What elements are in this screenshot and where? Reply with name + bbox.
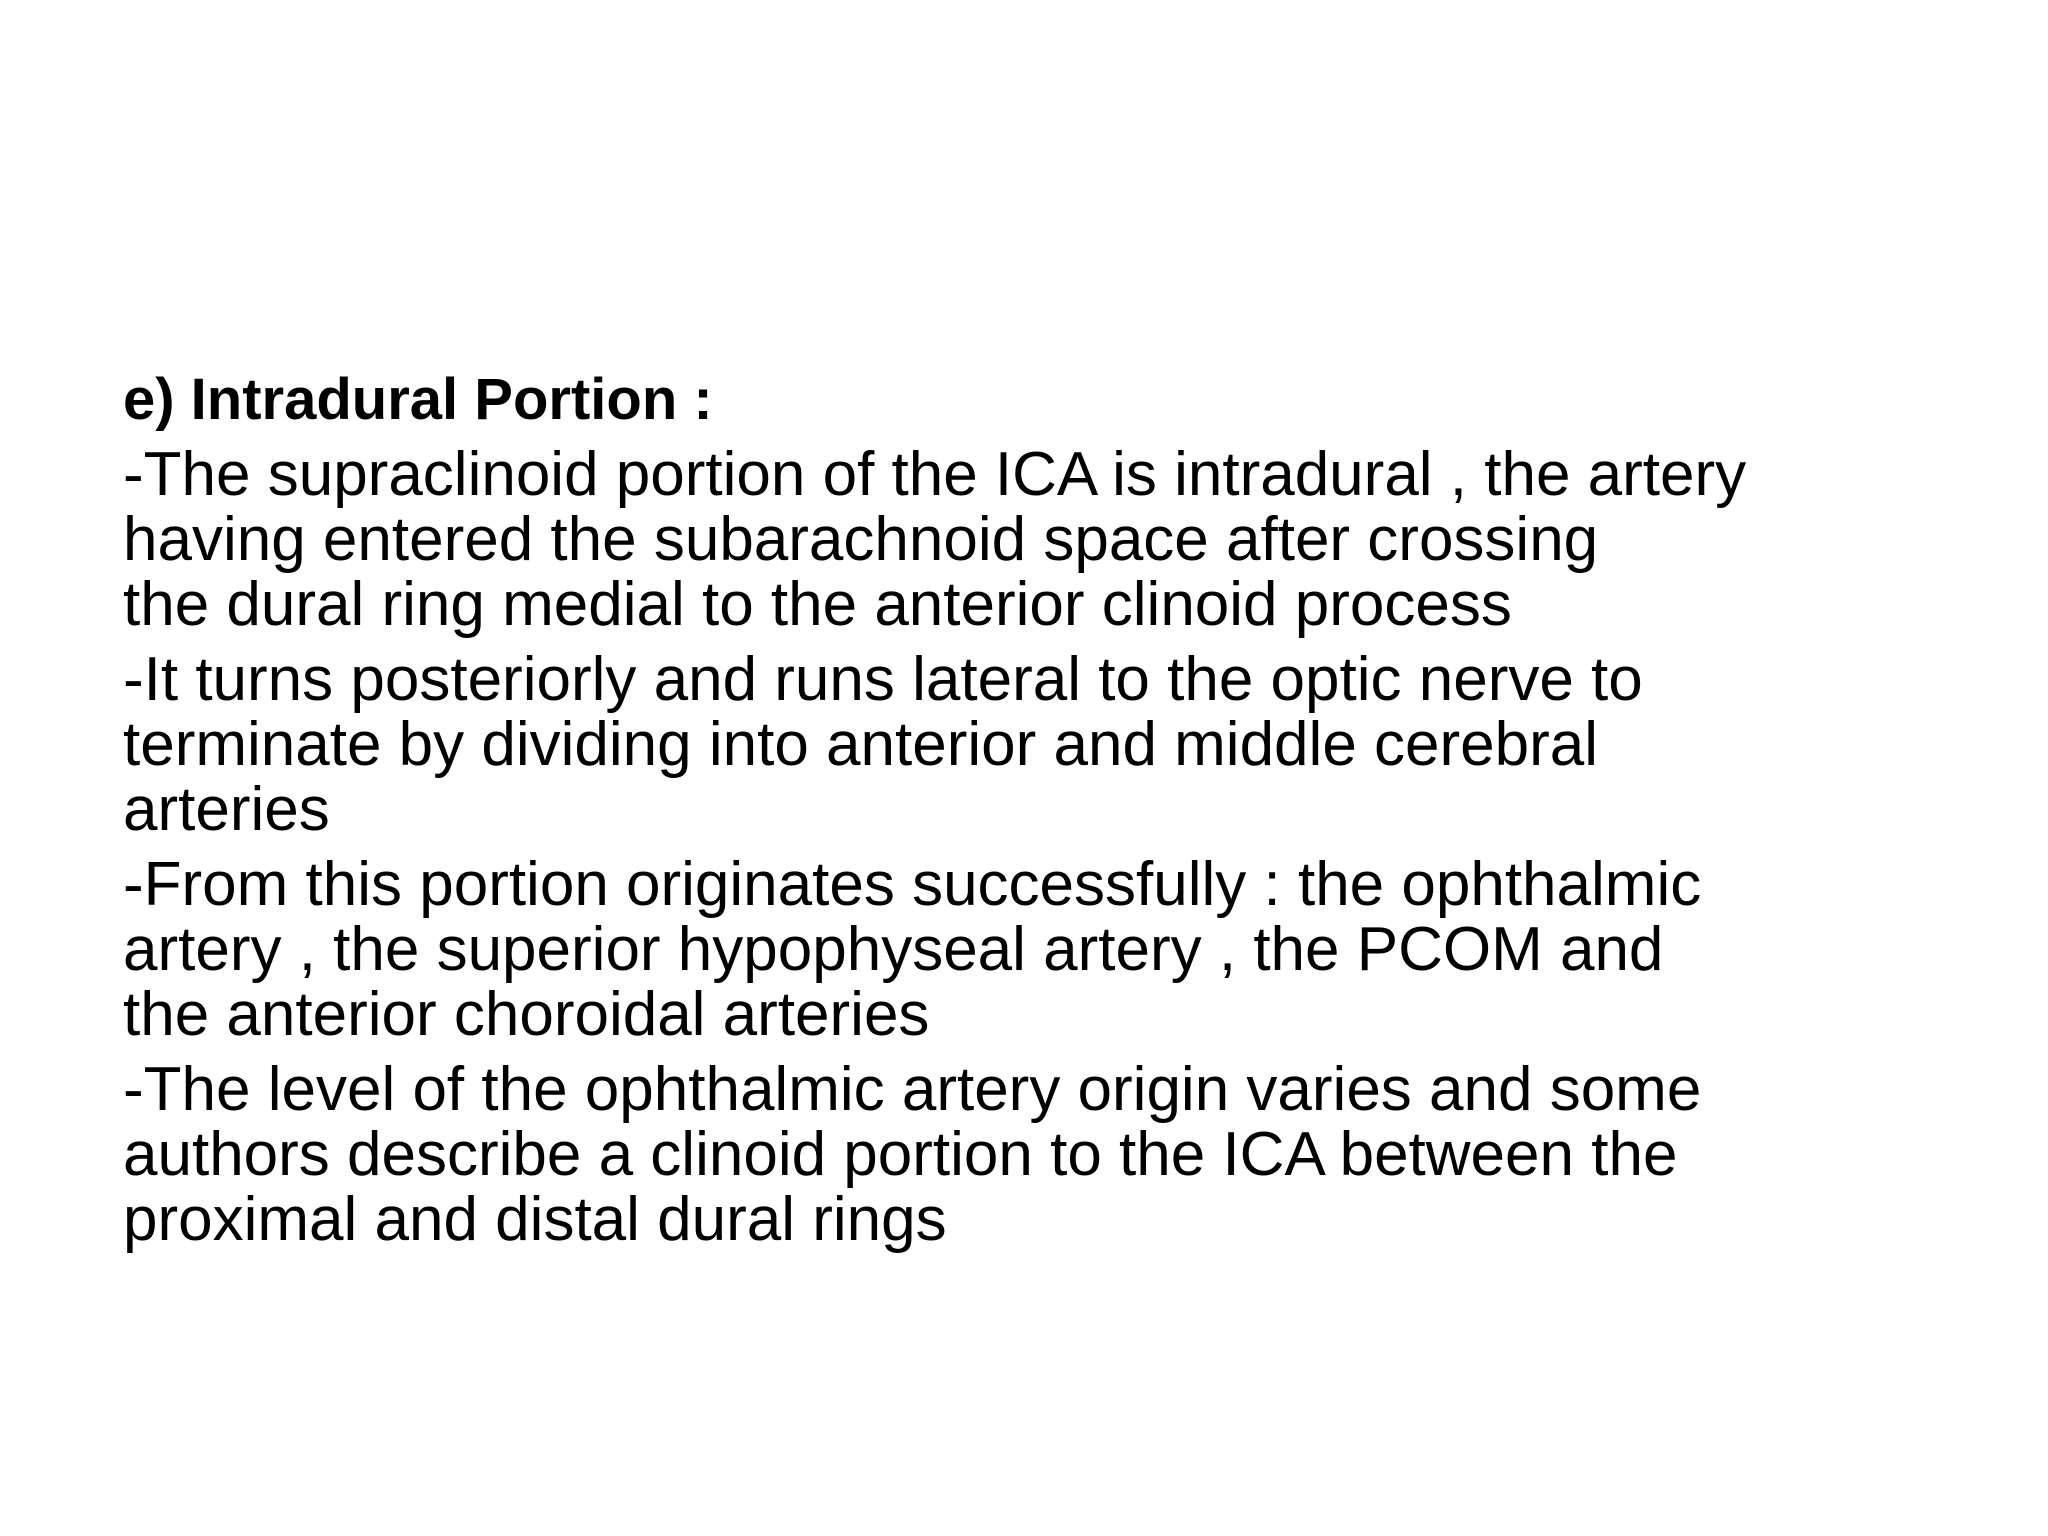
- bullet-item: [123, 647, 2003, 842]
- bullet-line: -From this portion originates successfully : the ophthalmic: [123, 850, 1702, 919]
- bullet-item: [123, 442, 2003, 637]
- bullet-line: -The supraclinoid portion of the ICA is intradural , the artery: [123, 440, 1747, 509]
- bullet-line: proximal and distal dural rings: [123, 1185, 947, 1254]
- bullet-line: -The level of the ophthalmic artery origin varies and some: [123, 1055, 1702, 1124]
- bullet-line: the anterior choroidal arteries: [123, 980, 930, 1049]
- bullet-line: arteries: [123, 775, 330, 844]
- bullet-line: terminate by dividing into anterior and middle cerebral: [123, 710, 1599, 779]
- slide-heading: e) Intradural Portion :: [123, 367, 713, 432]
- bullet-item: [123, 852, 2003, 1047]
- bullet-item: [123, 1057, 2003, 1252]
- bullet-line: -It turns posteriorly and runs lateral to the optic nerve to: [123, 645, 1643, 714]
- bullet-line: having entered the subarachnoid space after crossing: [123, 505, 1599, 574]
- bullet-line: artery , the superior hypophyseal artery , the PCOM and: [123, 915, 1664, 984]
- bullet-list: [123, 442, 2003, 1252]
- bullet-line: the dural ring medial to the anterior clinoid process: [123, 570, 1512, 639]
- bullet-line: authors describe a clinoid portion to the ICA between the: [123, 1120, 1678, 1189]
- slide-content: [123, 360, 2003, 1262]
